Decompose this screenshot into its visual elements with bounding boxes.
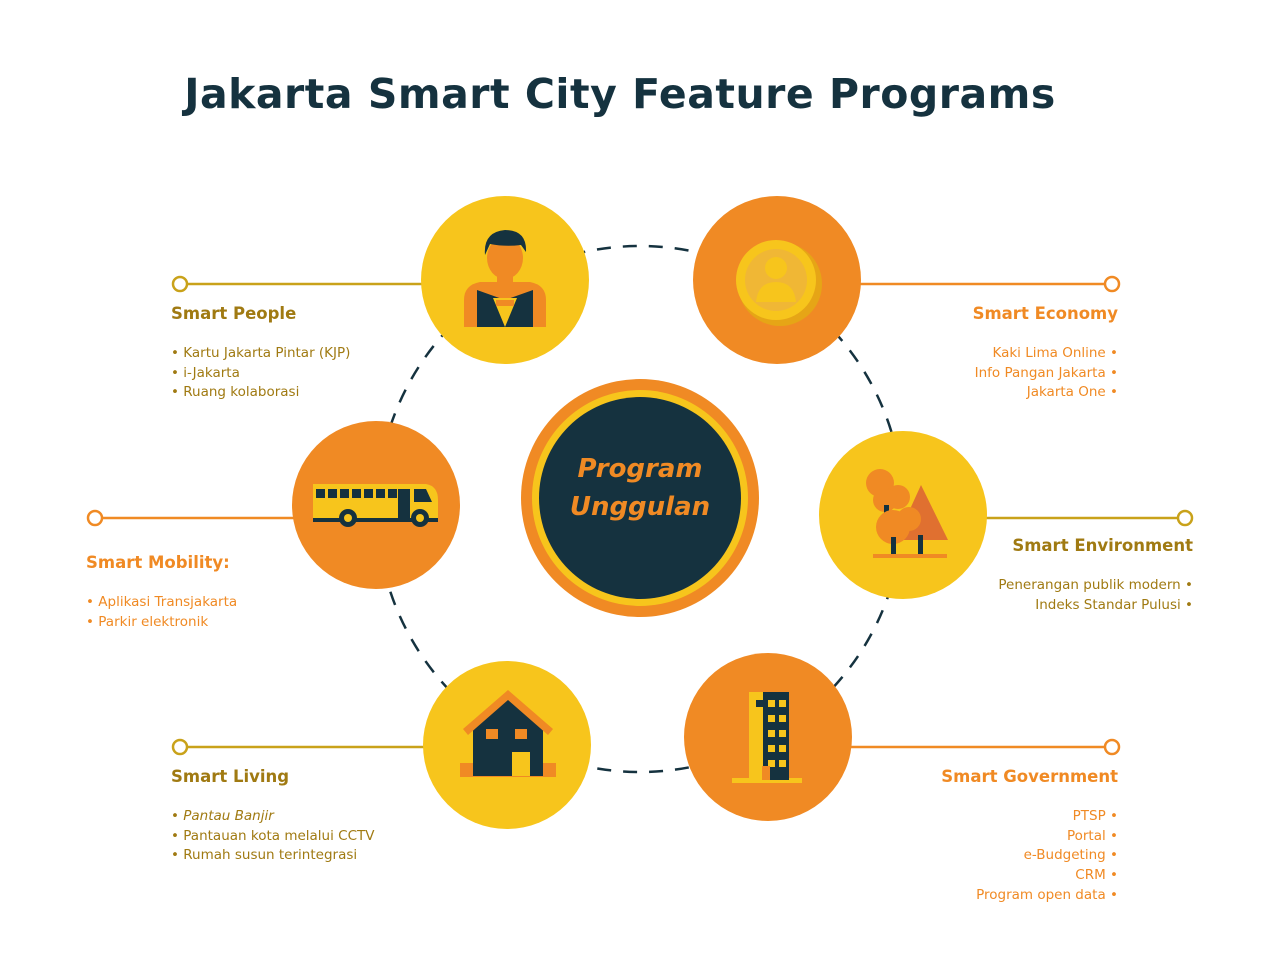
node-living (423, 661, 591, 829)
page-title: Jakarta Smart City Feature Programs (184, 70, 1056, 118)
list-item: • Rumah susun terintegrasi (171, 847, 358, 864)
list-smart-economy (975, 344, 1118, 403)
list-item: Jakarta One • (1026, 384, 1118, 401)
list-item: Portal • (1066, 827, 1118, 844)
list-item: Program open data • (976, 886, 1118, 903)
connector-government (850, 740, 1119, 754)
connector-living (173, 740, 430, 754)
list-smart-people (171, 344, 350, 403)
list-item: • Kartu Jakarta Pintar (KJP) (171, 345, 351, 361)
center-label-line1: Program (577, 454, 703, 484)
connector-environment (980, 511, 1192, 525)
label-smart-people: Smart People (171, 304, 297, 323)
connector-people (173, 277, 430, 291)
label-smart-environment: Smart Environment (1012, 536, 1193, 555)
list-item: • Ruang kolaborasi (171, 384, 300, 401)
list-item: • Aplikasi Transjakarta (86, 594, 238, 610)
list-item: CRM • (1075, 867, 1118, 884)
list-item: Kaki Lima Online • (992, 345, 1118, 361)
center-label (540, 450, 740, 526)
connector-mobility (88, 511, 300, 525)
label-smart-economy: Smart Economy (972, 304, 1118, 323)
node-people (421, 196, 589, 364)
center-label-line2: Unggulan (569, 492, 711, 522)
list-item: • Pantauan kota melalui CCTV (171, 827, 375, 844)
list-item: e-Budgeting • (1023, 847, 1118, 864)
list-item: Penerangan publik modern • (998, 577, 1193, 593)
connector-economy (850, 277, 1119, 291)
list-smart-environment (998, 576, 1193, 615)
node-environment (819, 431, 987, 599)
label-smart-government: Smart Government (941, 767, 1118, 786)
label-smart-mobility: Smart Mobility: (86, 553, 230, 572)
list-item: Info Pangan Jakarta • (974, 364, 1118, 381)
list-item: • Parkir elektronik (86, 613, 209, 630)
list-smart-mobility (86, 593, 237, 632)
list-item: • i-Jakarta (171, 364, 240, 381)
label-smart-living: Smart Living (171, 767, 290, 786)
list-item: • Pantau Banjir (171, 808, 274, 824)
bus-icon (313, 484, 438, 527)
list-item: Indeks Standar Pulusi • (1035, 596, 1193, 613)
list-item: PTSP • (1072, 808, 1118, 824)
node-mobility (292, 421, 460, 589)
node-economy (693, 196, 861, 364)
list-smart-government (976, 807, 1118, 906)
node-government (684, 653, 852, 821)
list-smart-living (171, 807, 375, 866)
